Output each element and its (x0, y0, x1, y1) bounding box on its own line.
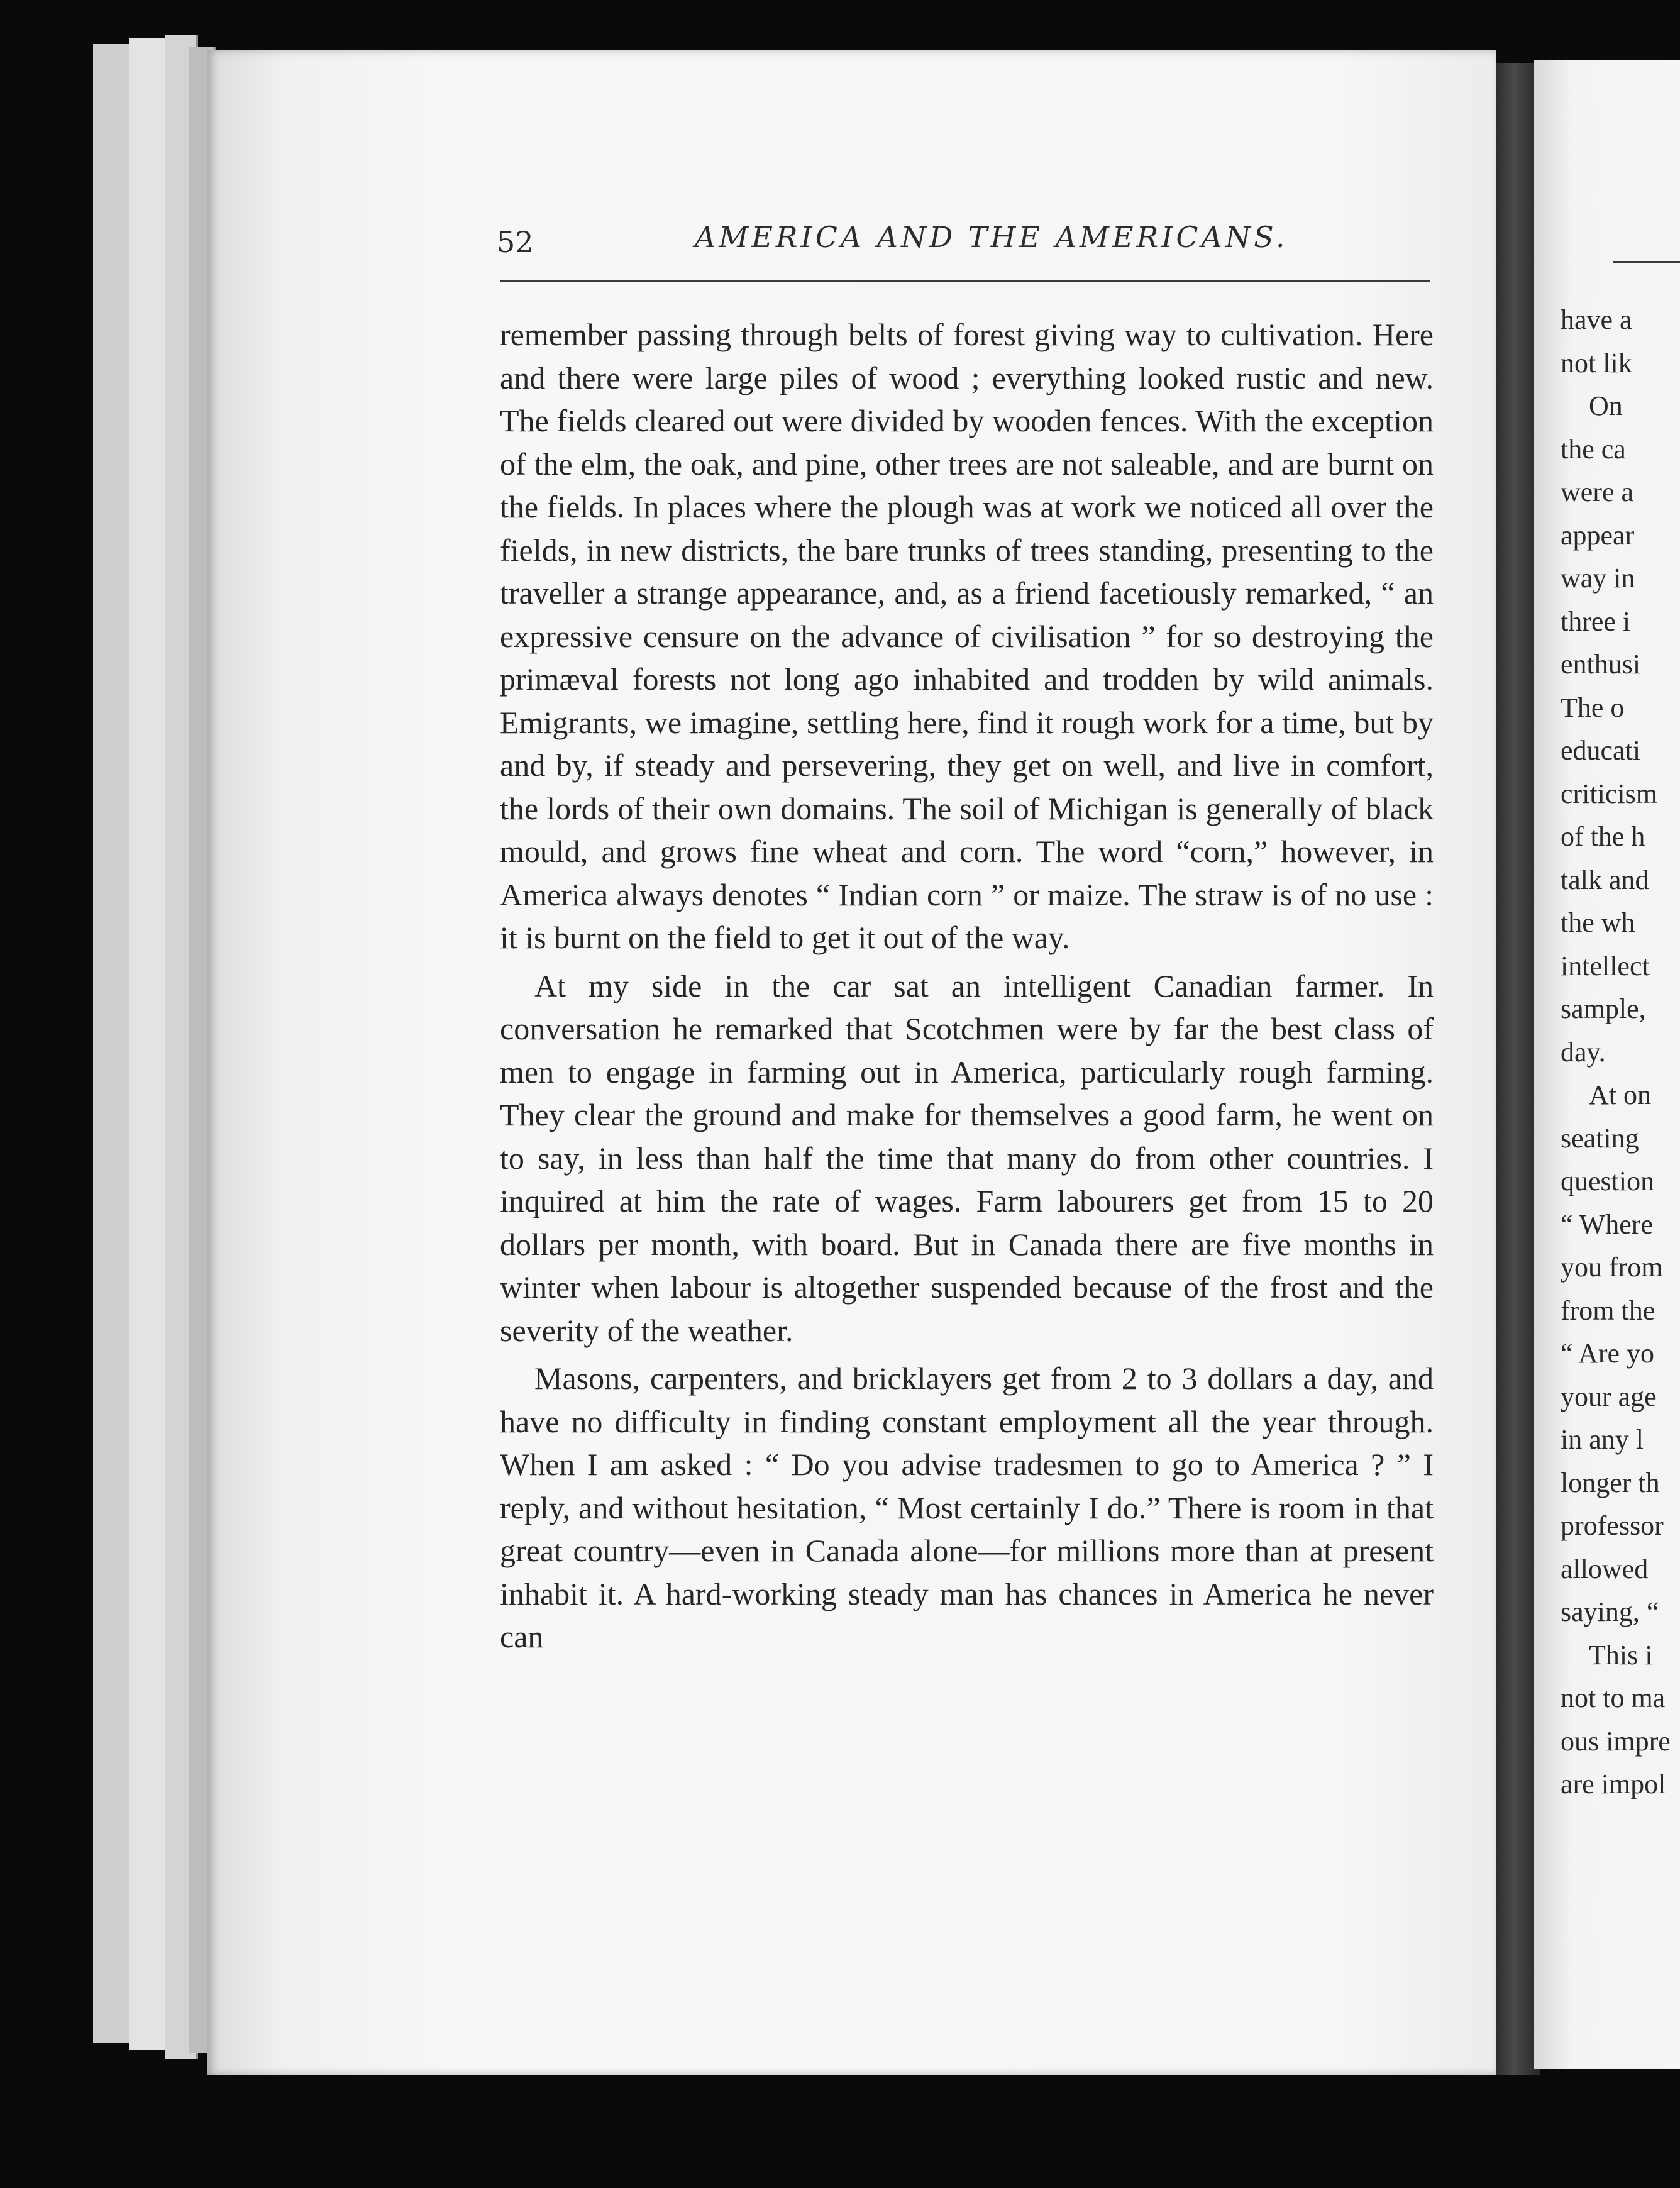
right-page-line: have a (1561, 304, 1632, 335)
right-page-line: you from (1561, 1252, 1663, 1283)
right-page-line: intellect (1561, 950, 1650, 981)
right-page-line: not lik (1561, 347, 1632, 378)
right-page-line: the ca (1561, 433, 1626, 465)
right-page-line: day. (1561, 1036, 1606, 1068)
right-page-text (1561, 299, 1680, 1806)
right-page-line: The o (1561, 692, 1625, 723)
right-page-line: criticism (1561, 778, 1657, 809)
right-page-line: educati (1561, 735, 1641, 766)
right-page-line: allowed (1561, 1553, 1649, 1584)
right-page-line: sample, (1561, 993, 1646, 1024)
right-page-line: not to ma (1561, 1682, 1666, 1713)
page-edge (129, 38, 169, 2050)
right-page-line: professor (1561, 1510, 1664, 1541)
right-page-line: three i (1561, 605, 1631, 637)
running-title: AMERICA AND THE AMERICANS. (695, 220, 1288, 254)
right-page-line: your age (1561, 1381, 1657, 1412)
body-text (500, 313, 1434, 1659)
right-page-line: appear (1561, 519, 1635, 551)
right-page-line: “ Where (1561, 1208, 1653, 1240)
right-page-line: talk and (1561, 864, 1649, 895)
header-rule (500, 280, 1430, 282)
right-page-line: saying, “ (1561, 1596, 1659, 1627)
right-page-line: way in (1561, 563, 1635, 594)
right-page-line: the wh (1561, 907, 1635, 938)
paragraph: At my side in the car sat an intelligent Canadian farmer. In conversation he remarked that Scotchmen were by far the best class of men to engage in farming out in America, particularly rough farming. They clear the ground and make for themselves a good farm, he went on to say, in less than half the time that many do from other countries. I inquired at him the rate of wages. Farm labourers get from 15 to 20 dollars per month, with board. But in Canada there are five months in winter when labour is altogether suspended because of the frost and the severity of the weather. (500, 968, 1434, 1348)
right-page-line: of the h (1561, 821, 1645, 852)
paragraph: remember passing through belts of forest giving way to cultivation. Here and there were large piles of wood ; everything looked rustic and new. The fields cleared out were divided by wooden fences. With the exception of the elm, the oak, and pine, other trees are not saleable, and are burnt on the fields. In places where the plough was at work we noticed all over the fields, in new districts, the bare trunks of trees standing, presenting to the traveller a strange appearance, and, as a friend facetiously remarked, “ an expressive censure on the advance of civilisation ” for so destroying the primæval forests not long ago inhabited and trodden by wild animals. Emigrants, we imagine, settling here, find it rough work for a time, but by and by, if steady and persevering, they get on well, and live in comfort, the lords of their own domains. The soil of Michigan is generally of black mould, and grows fine wheat and corn. The word “corn,” however, in America always denotes “ Indian corn ” or maize. The straw is of no use : it is burnt on the field to get it out of the way. (500, 317, 1434, 955)
right-page-line: enthusi (1561, 649, 1641, 680)
page-header (497, 220, 1430, 264)
right-page-header-rule (1613, 261, 1680, 263)
right-page-line: from the (1561, 1295, 1655, 1326)
right-page-line: seating (1561, 1122, 1639, 1154)
right-page-line: ous impre (1561, 1725, 1671, 1757)
right-page-line: longer th (1561, 1467, 1660, 1498)
right-page-line: At on (1589, 1080, 1651, 1110)
right-page-line: question (1561, 1166, 1655, 1196)
right-page-line: On (1589, 390, 1623, 421)
right-page-line: “ Are yo (1561, 1338, 1655, 1369)
right-page-line: are impol (1561, 1769, 1666, 1799)
right-page-line: were a (1561, 477, 1634, 507)
right-page-line: in any l (1561, 1424, 1644, 1455)
paragraph: Masons, carpenters, and bricklayers get from 2 to 3 dollars a day, and have no difficulty in finding constant employment all the year through. When I am asked : “ Do you advise tradesmen to go to America ? ” I reply, and without hesitation, “ Most certainly I do.” There is room in that great country—even in Canada alone—for millions more than at present inhabit it. A hard-working steady man has chances in America he never can (500, 1361, 1434, 1654)
right-page-line: This i (1589, 1639, 1653, 1671)
page-number: 52 (497, 225, 534, 259)
